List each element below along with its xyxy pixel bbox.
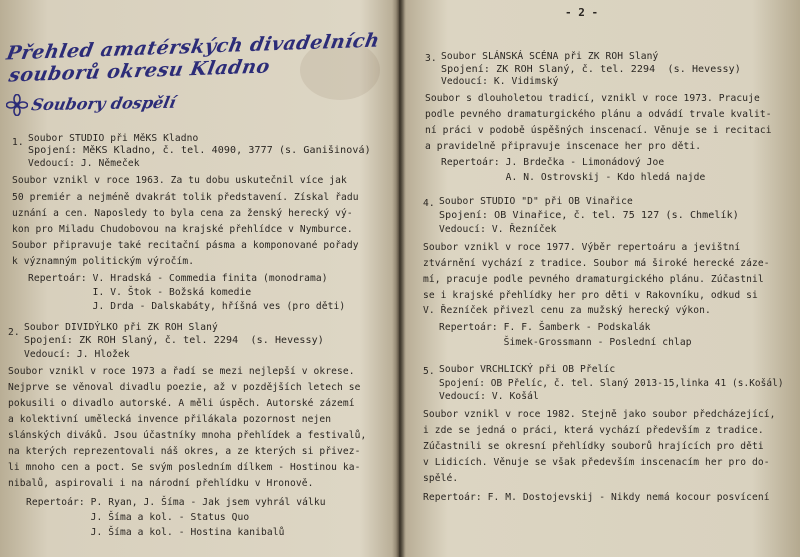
repertoire-line: J. Šíma a kol. - Status Quo bbox=[26, 512, 250, 523]
description-line: na kterých reprezentovali náš okres, a ze kterých si přivez- bbox=[8, 446, 361, 457]
repertoire-line: Repertoár: F. M. Dostojevskij - Nikdy nemá kocour posvícení bbox=[423, 492, 770, 503]
right-page bbox=[403, 0, 800, 557]
page-number: - 2 - bbox=[565, 6, 599, 19]
repertoire-line: I. V. Štok - Božská komedie bbox=[28, 287, 252, 298]
ensemble-number: 3. bbox=[425, 53, 437, 64]
ensemble-name: Soubor VRCHLICKÝ při OB Přelíc bbox=[439, 364, 616, 375]
description-line: li mnoho cen a poct. Se svým posledním dílkem - Hostinou ka- bbox=[8, 462, 361, 473]
repertoire-line: Repertoár: F. F. Šamberk - Podskalák bbox=[439, 322, 651, 333]
ensemble-leader: Vedoucí: K. Vidimský bbox=[441, 76, 559, 87]
description-line: i zde se jedná o práci, která vychází především z tradice. bbox=[423, 425, 764, 436]
description-line: mí, pracuje podle pevného dramaturgického plánu. Zúčastnil bbox=[423, 274, 764, 285]
page-title-line2: souborů okresu Kladno bbox=[7, 55, 272, 87]
flower-ornament-icon bbox=[6, 94, 28, 116]
description-line: Soubor vznikl v roce 1963. Za tu dobu uskutečnil více jak bbox=[12, 175, 347, 186]
description-line: Soubor s dlouholetou tradicí, vznikl v roce 1973. Pracuje bbox=[425, 93, 760, 104]
description-line: Soubor připravuje také recitační pásma a komponované pořady bbox=[12, 240, 359, 251]
description-line: 50 premiér a nejméně dvakrát tolik představení. Získal řadu bbox=[12, 192, 359, 203]
description-line: se i krajské přehlídky her pro děti v Rakovníku, odkud si bbox=[423, 290, 758, 301]
description-line: pokusili o divadlo autorské. A měli úspěch. Autorské zázemí bbox=[8, 398, 355, 409]
left-page bbox=[0, 0, 396, 557]
description-line: a pravidelně připravuje inscenace her pro děti. bbox=[425, 141, 702, 152]
repertoire-line: Repertoár: P. Ryan, J. Šíma - Jak jsem vyhrál válku bbox=[26, 497, 326, 508]
description-line: spělé. bbox=[423, 473, 459, 484]
description-line: a kolektivní umělecká invence přilákala pozornost nejen bbox=[8, 414, 332, 425]
ensemble-leader: Vedoucí: J. Němeček bbox=[28, 158, 140, 169]
description-line: V. Řezníček přivezl cenu za mužský herecký výkon. bbox=[423, 305, 711, 316]
ensemble-contact: Spojení: OB Vinařice, č. tel. 75 127 (s. Chmelík) bbox=[439, 210, 739, 221]
ensemble-name: Soubor STUDIO "D" při OB Vinařice bbox=[439, 196, 633, 207]
repertoire-line: J. Šíma a kol. - Hostina kanibalů bbox=[26, 527, 285, 538]
description-line: nibalů, aspirovali i na národní přehlídku v Hronově. bbox=[8, 478, 314, 489]
ensemble-contact: Spojení: MěKS Kladno, č. tel. 4090, 3777 (s. Ganišinová) bbox=[28, 145, 371, 156]
ensemble-leader: Vedoucí: V. Řezníček bbox=[439, 224, 557, 235]
description-line: Soubor vznikl v roce 1977. Výběr repertoáru a jevištní bbox=[423, 242, 741, 253]
repertoire-line: Repertoár: V. Hradská - Commedia finita (monodrama) bbox=[28, 273, 328, 284]
description-line: v Lidicích. Věnuje se však především inscenacím her pro do- bbox=[423, 457, 770, 468]
page-title-line1: Přehled amatérských divadelních bbox=[4, 29, 382, 65]
repertoire-line: Šimek-Grossmann - Poslední chlap bbox=[439, 337, 692, 348]
ensemble-number: 1. bbox=[12, 137, 24, 148]
description-line: podle pevného dramaturgického plánu a odvádí trvale kvalit- bbox=[425, 109, 772, 120]
description-line: Soubor vznikl v roce 1982. Stejně jako soubor předcházející, bbox=[423, 409, 776, 420]
ensemble-name: Soubor SLÁNSKÁ SCÉNA při ZK ROH Slaný bbox=[441, 51, 659, 62]
repertoire-line: A. N. Ostrovskij - Kdo hledá najde bbox=[441, 172, 706, 183]
ensemble-number: 4. bbox=[423, 198, 435, 209]
ensemble-name: Soubor DIVIDÝLKO při ZK ROH Slaný bbox=[24, 322, 218, 333]
description-line: Soubor vznikl v roce 1973 a řadí se mezi nejlepší v okrese. bbox=[8, 366, 355, 377]
description-line: kon pro Miladu Chudobovou na krajské přehlídce v Nymburce. bbox=[12, 224, 353, 235]
description-line: Nejprve se věnoval divadlu poezie, až v pozdějších letech se bbox=[8, 382, 361, 393]
description-line: Zúčastnili se okresní přehlídky souborů hrajících pro děti bbox=[423, 441, 764, 452]
description-line: ní práci v podobě úspěšných inscenací. Věnuje se i recitaci bbox=[425, 125, 772, 136]
repertoire-line: Repertoár: J. Brdečka - Limonádový Joe bbox=[441, 157, 665, 168]
ensemble-contact: Spojení: ZK ROH Slaný, č. tel. 2294 (s. Hevessy) bbox=[441, 64, 741, 75]
ensemble-leader: Vedoucí: J. Hložek bbox=[24, 349, 130, 360]
description-line: uznání a cen. Naposledy to byla cena za ženský herecký vý- bbox=[12, 208, 353, 219]
ensemble-number: 5. bbox=[423, 366, 435, 377]
ensemble-contact: Spojení: ZK ROH Slaný, č. tel. 2294 (s. Hevessy) bbox=[24, 335, 324, 346]
ensemble-contact: Spojení: OB Přelíc, č. tel. Slaný 2013-15,linka 41 (s.Košál) bbox=[439, 378, 784, 389]
ensemble-number: 2. bbox=[8, 327, 20, 338]
description-line: slánských diváků. Jsou účastníky mnoha přehlídek a festivalů, bbox=[8, 430, 367, 441]
repertoire-line: J. Drda - Dalskabáty, hříšná ves (pro děti) bbox=[28, 301, 346, 312]
ensemble-leader: Vedoucí: V. Košál bbox=[439, 391, 539, 402]
description-line: k významným politickým výročím. bbox=[12, 256, 195, 267]
ensemble-name: Soubor STUDIO při MěKS Kladno bbox=[28, 133, 199, 144]
section-heading-adult: Soubory dospělí bbox=[29, 92, 178, 115]
description-line: ztvárnění vychází z tradice. Soubor má široké herecké záze- bbox=[423, 258, 770, 269]
